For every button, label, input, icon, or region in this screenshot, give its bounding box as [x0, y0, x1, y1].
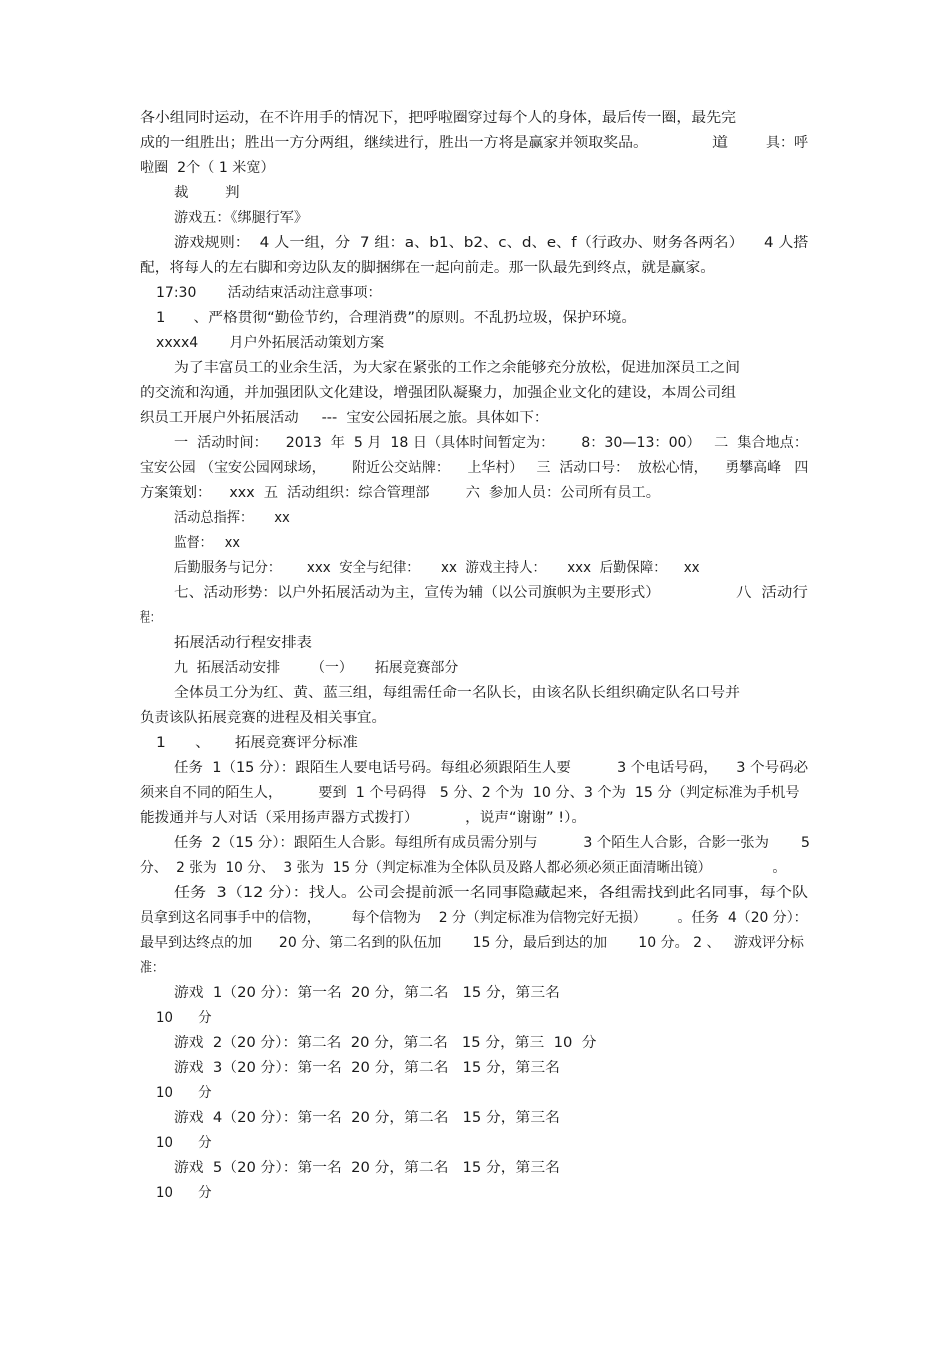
text-line: 10 分: [156, 1085, 212, 1101]
text-line: 八 活动行: [736, 585, 808, 601]
text-line: 七、活动形势：以户外拓展活动为主，宣传为辅（以公司旗帜为主要形式）: [174, 585, 660, 601]
text-line: 能拨通并与人对话（采用扬声器方式拨打） ，说声“谢谢” !）。: [140, 810, 587, 826]
text-line: 拓展活动行程安排表: [174, 635, 312, 651]
text-line: 最早到达终点的加 20 分、第二名到的队伍加 15 分，最后到达的加 10 分。 2 、 游戏评分标: [140, 935, 804, 951]
text-line: 负责该队拓展竞赛的进程及相关事宜。: [140, 710, 386, 726]
text-line: 游戏 1（20 分）：第一名 20 分，第二名 15 分，第三名: [174, 985, 560, 1001]
text-line: 的交流和沟通，并加强团队文化建设，增强团队凝聚力，加强企业文化的建设，本周公司组: [140, 385, 736, 401]
text-line: 各小组同时运动，在不许用手的情况下，把呼啦圈穿过每个人的身体，最后传一圈，最先完: [140, 110, 736, 126]
text-line: 游戏 4（20 分）：第一名 20 分，第二名 15 分，第三名: [174, 1110, 560, 1126]
text-line: 员拿到这名同事手中的信物， 每个信物为 2 分（判定标准为信物完好无损） 。任务 4（20 分）：: [140, 910, 808, 926]
text-line: 准：: [140, 960, 164, 976]
text-line: 活动总指挥： xx: [174, 510, 290, 526]
text-line: 为了丰富员工的业余生活，为大家在紧张的工作之余能够充分放松，促进加深员工之间: [174, 360, 740, 376]
text-line: 游戏 2（20 分）：第二名 20 分，第二名 15 分，第三 10 分: [174, 1035, 597, 1051]
text-line: 1 、严格贯彻“勤俭节约，合理消费”的原则。不乱扔垃圾，保护环境。: [156, 310, 637, 326]
text-line: xxxx4 月户外拓展活动策划方案: [156, 335, 385, 351]
text-line: 裁 判: [174, 185, 240, 201]
text-line: 全体员工分为红、黄、蓝三组，每组需任命一名队长，由该名队长组织确定队名口号并: [174, 685, 740, 701]
text-line: 游戏规则： 4 人一组，分 7 组：a、b1、b2、c、d、e、f（行政办、财务各两名）: [174, 235, 744, 251]
text-line: 任务 1（15 分）：跟陌生人要电话号码。每组必须跟陌生人要 3 个电话号码， 3 个号码必: [174, 760, 809, 776]
text-line: 织员工开展户外拓展活动 --- 宝安公园拓展之旅。具体如下：: [140, 410, 549, 426]
text-line: 九 拓展活动安排 （一） 拓展竞赛部分: [174, 660, 459, 676]
text-line: 后勤服务与记分： xxx 安全与纪律： xx 游戏主持人： xxx 后勤保障： xx: [174, 560, 700, 576]
text-line: 宝安公园 （宝安公园网球场， 附近公交站牌： 上华村） 三 活动口号： 放松心情， 勇攀高峰 四: [140, 460, 809, 476]
text-line: 游戏 5（20 分）：第一名 20 分，第二名 15 分，第三名: [174, 1160, 560, 1176]
text-line: 10 分: [156, 1135, 212, 1151]
text-line: 配，将每人的左右脚和旁边队友的脚捆绑在一起向前走。那一队最先到终点，就是赢家。: [140, 260, 715, 276]
text-line: 方案策划： xxx 五 活动组织：综合管理部 六 参加人员：公司所有员工。: [140, 485, 660, 501]
text-line: 任务 3（12 分）：找人。公司会提前派一名同事隐藏起来，各组需找到此名同事，每个队: [174, 885, 809, 901]
text-line: 任务 2（15 分）：跟陌生人合影。每组所有成员需分别与 3 个陌生人合影，合影一张为 5: [174, 835, 810, 851]
text-line: 10 分: [156, 1185, 212, 1201]
text-line: 10 分: [156, 1010, 212, 1026]
text-line: 游戏 3（20 分）：第一名 20 分，第二名 15 分，第三名: [174, 1060, 560, 1076]
text-line: 须来自不同的陌生人， 要到 1 个号码得 5 分、2 个为 10 分、3 个为 15 分（判定标准为手机号: [140, 785, 800, 801]
text-line: 游戏五：《绑腿行军》: [174, 210, 308, 226]
text-line: 一 活动时间： 2013 年 5 月 18 日（具体时间暂定为： 8：30—13：00） 二 集合地点：: [174, 435, 808, 451]
text-line: 1 、 拓展竞赛评分标准: [156, 735, 358, 751]
text-line: 程：: [140, 610, 160, 626]
text-line: 成的一组胜出；胜出一方分两组，继续进行，胜出一方将是赢家并领取奖品。: [140, 135, 648, 151]
text-line: 17:30 活动结束活动注意事项：: [156, 285, 382, 301]
text-line: 啦圈 2个（ 1 米宽）: [140, 160, 275, 176]
text-line: 4 人搭: [764, 235, 809, 251]
text-line: 监督： xx: [174, 535, 240, 551]
text-line: 分、 2 张为 10 分、 3 张为 15 分（判定标准为全体队员及路人都必须必须正面清晰出镜） 。: [140, 860, 787, 876]
text-line: 道: [712, 135, 728, 151]
text-line: 具：呼: [766, 135, 808, 151]
